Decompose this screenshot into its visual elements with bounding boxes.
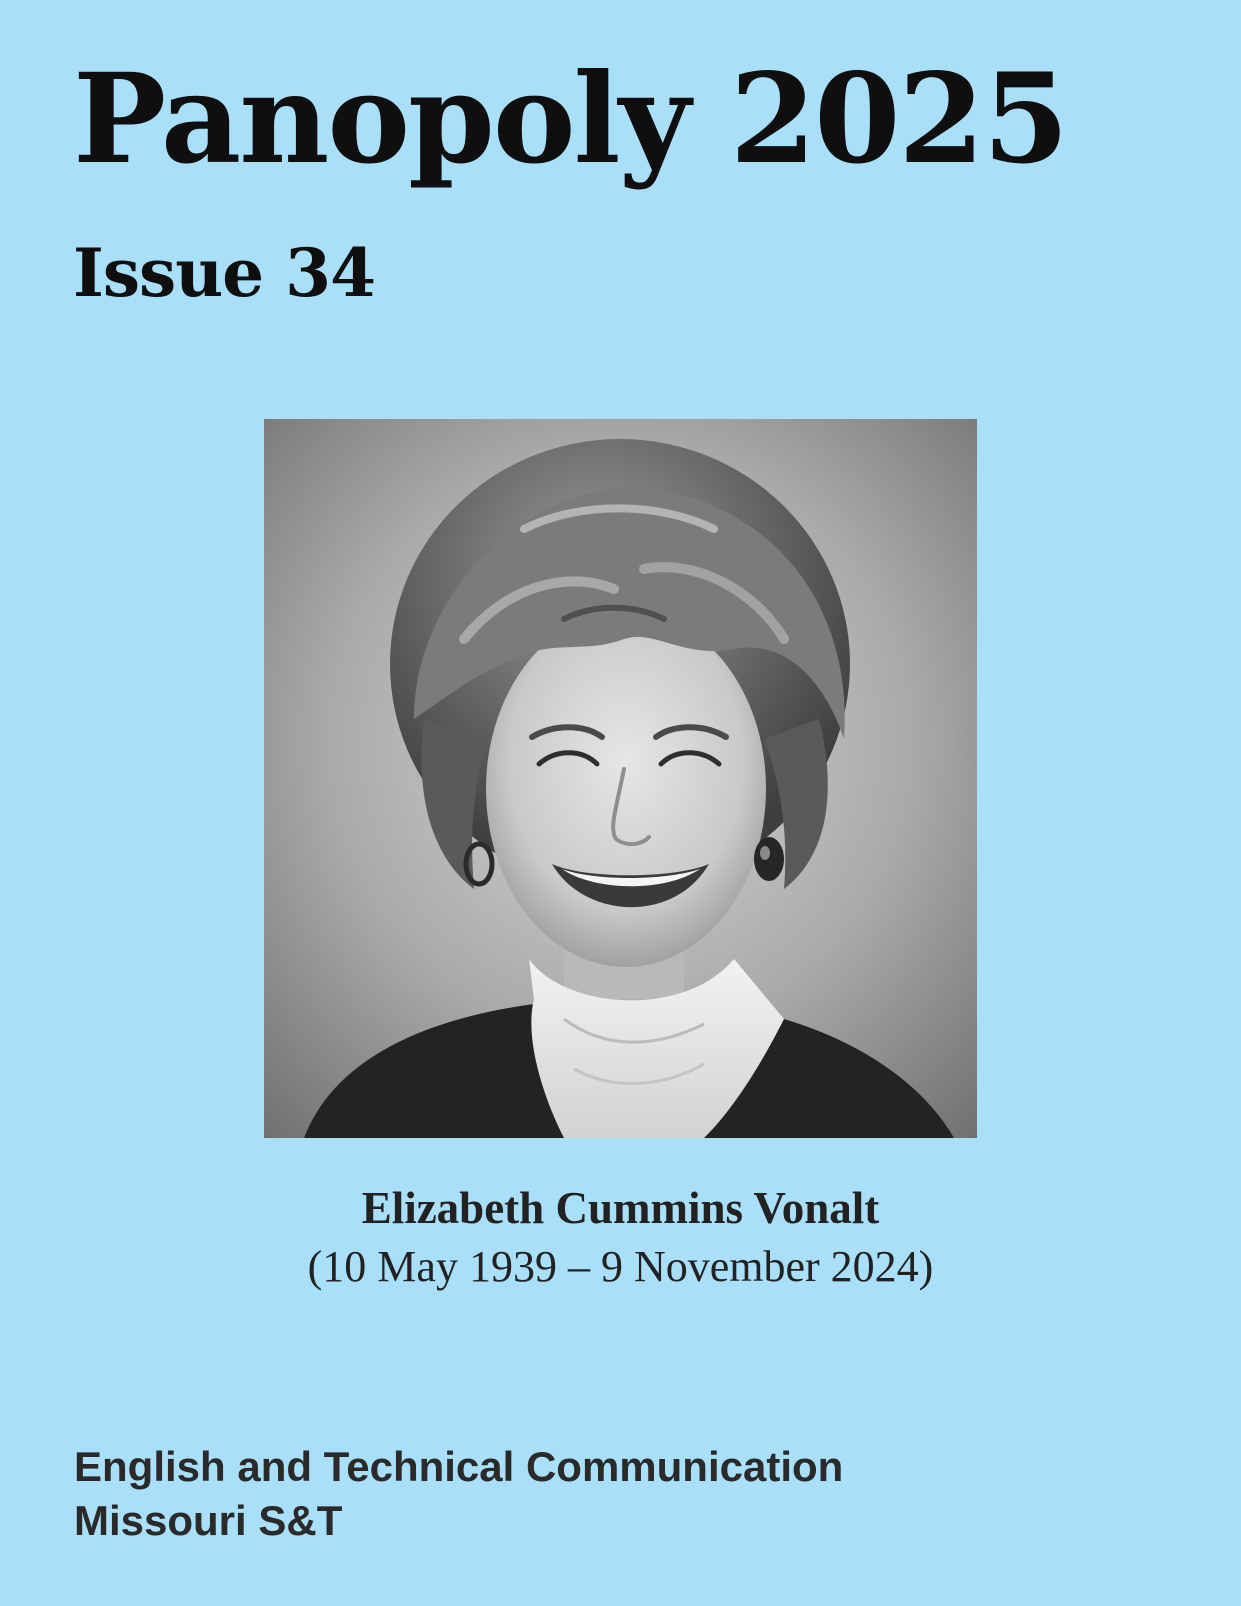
department-name: English and Technical Communication bbox=[74, 1443, 844, 1490]
portrait-caption-dates: (10 May 1939 – 9 November 2024) bbox=[307, 1242, 934, 1291]
issue-number: Issue 34 bbox=[73, 234, 375, 312]
university-name: Missouri S&T bbox=[74, 1497, 343, 1544]
portrait-photo bbox=[264, 419, 977, 1138]
memorial-portrait bbox=[264, 419, 977, 1138]
portrait-caption-name: Elizabeth Cummins Vonalt bbox=[361, 1183, 880, 1233]
publication-title: Panopoly 2025 bbox=[73, 47, 1067, 192]
